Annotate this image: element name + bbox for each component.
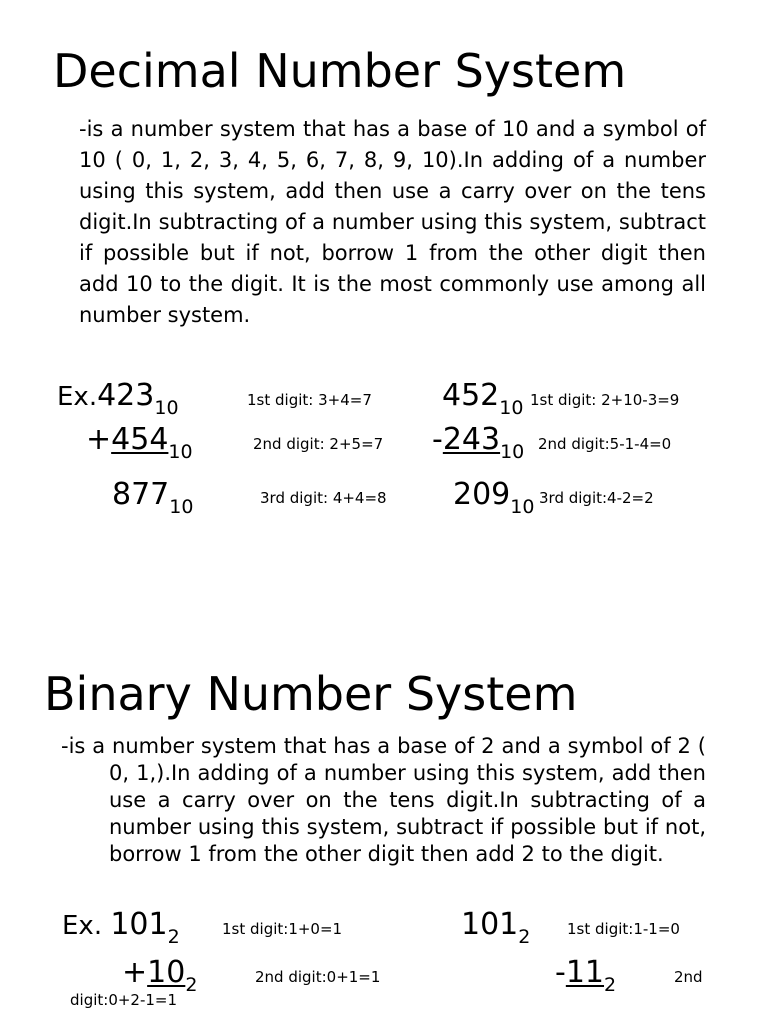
decimal-subtraction-step-2: 2nd digit:5-1-4=0 <box>538 435 672 453</box>
binary-subtraction-step-2b: digit:0+2-1=1 <box>70 991 178 1009</box>
decimal-subtraction-operand2 <box>432 422 525 463</box>
base-subscript: 10 <box>500 441 525 463</box>
decimal-addition-operand1 <box>57 378 179 419</box>
decimal-subtraction-step-3: 3rd digit:4-2=2 <box>539 489 654 507</box>
binary-addition-operand2 <box>122 955 198 996</box>
operand-value: 452 <box>442 378 500 413</box>
decimal-subtraction-operand1 <box>442 378 524 419</box>
operator-plus: + <box>122 955 148 990</box>
base-subscript: 10 <box>510 496 535 518</box>
decimal-addition-step-2: 2nd digit: 2+5=7 <box>253 435 384 453</box>
binary-subtraction-step-2a: 2nd <box>674 968 703 986</box>
decimal-subtraction-result <box>453 477 535 518</box>
example-prefix: Ex. <box>62 911 111 941</box>
decimal-title: Decimal Number System <box>53 44 627 98</box>
operand-value: 101 <box>110 907 168 942</box>
operand-value: 101 <box>461 907 519 942</box>
base-subscript: 10 <box>499 397 524 419</box>
decimal-description: -is a number system that has a base of 10 and a symbol of 10 ( 0, 1, 2, 3, 4, 5, 6, 7, 8, 9, 10).In adding of a number using this system, add then use a carry over on the tens digit.In subtracting of a number using this system, subtract if possible but if not, borrow 1 from the other digit then add 10 to the digit. It is the most commonly use among all number system. <box>79 117 706 327</box>
operator-minus: - <box>432 422 443 457</box>
binary-addition-operand1 <box>62 907 180 948</box>
binary-addition-step-1: 1st digit:1+0=1 <box>222 920 343 938</box>
binary-title: Binary Number System <box>44 667 578 721</box>
example-prefix: Ex. <box>57 382 98 412</box>
binary-subtraction-step-1: 1st digit:1-1=0 <box>567 920 680 938</box>
base-subscript: 10 <box>154 397 179 419</box>
operand-value: 423 <box>97 378 155 413</box>
operator-minus: - <box>555 955 566 990</box>
decimal-subtraction-step-1: 1st digit: 2+10-3=9 <box>530 391 680 409</box>
decimal-addition-operand2 <box>86 422 193 463</box>
decimal-addition-step-1: 1st digit: 3+4=7 <box>247 391 372 409</box>
operand-value: 10 <box>147 955 186 990</box>
binary-subtraction-operand2 <box>555 955 617 996</box>
binary-subtraction-operand1 <box>461 907 531 948</box>
result-value: 877 <box>112 477 170 512</box>
base-subscript: 2 <box>518 926 531 948</box>
operator-plus: + <box>86 422 112 457</box>
binary-addition-step-2: 2nd digit:0+1=1 <box>255 968 381 986</box>
operand-value: 454 <box>111 422 169 457</box>
base-subscript: 10 <box>169 496 194 518</box>
base-subscript: 10 <box>168 441 193 463</box>
binary-description: -is a number system that has a base of 2 and a symbol of 2 ( 0, 1,).In adding of a number using this system, add then use a carry over on the tens digit.In subtracting of a number using this system, subtract if possible but if not, borrow 1 from the other digit then add 2 to the digit. <box>61 734 706 866</box>
decimal-addition-result <box>112 477 194 518</box>
operand-value: 243 <box>442 422 501 457</box>
base-subscript: 2 <box>185 974 198 996</box>
result-value: 209 <box>453 477 511 512</box>
base-subscript: 2 <box>167 926 180 948</box>
decimal-addition-step-3: 3rd digit: 4+4=8 <box>260 489 387 507</box>
base-subscript: 2 <box>604 974 617 996</box>
operand-value: 11 <box>565 955 605 990</box>
